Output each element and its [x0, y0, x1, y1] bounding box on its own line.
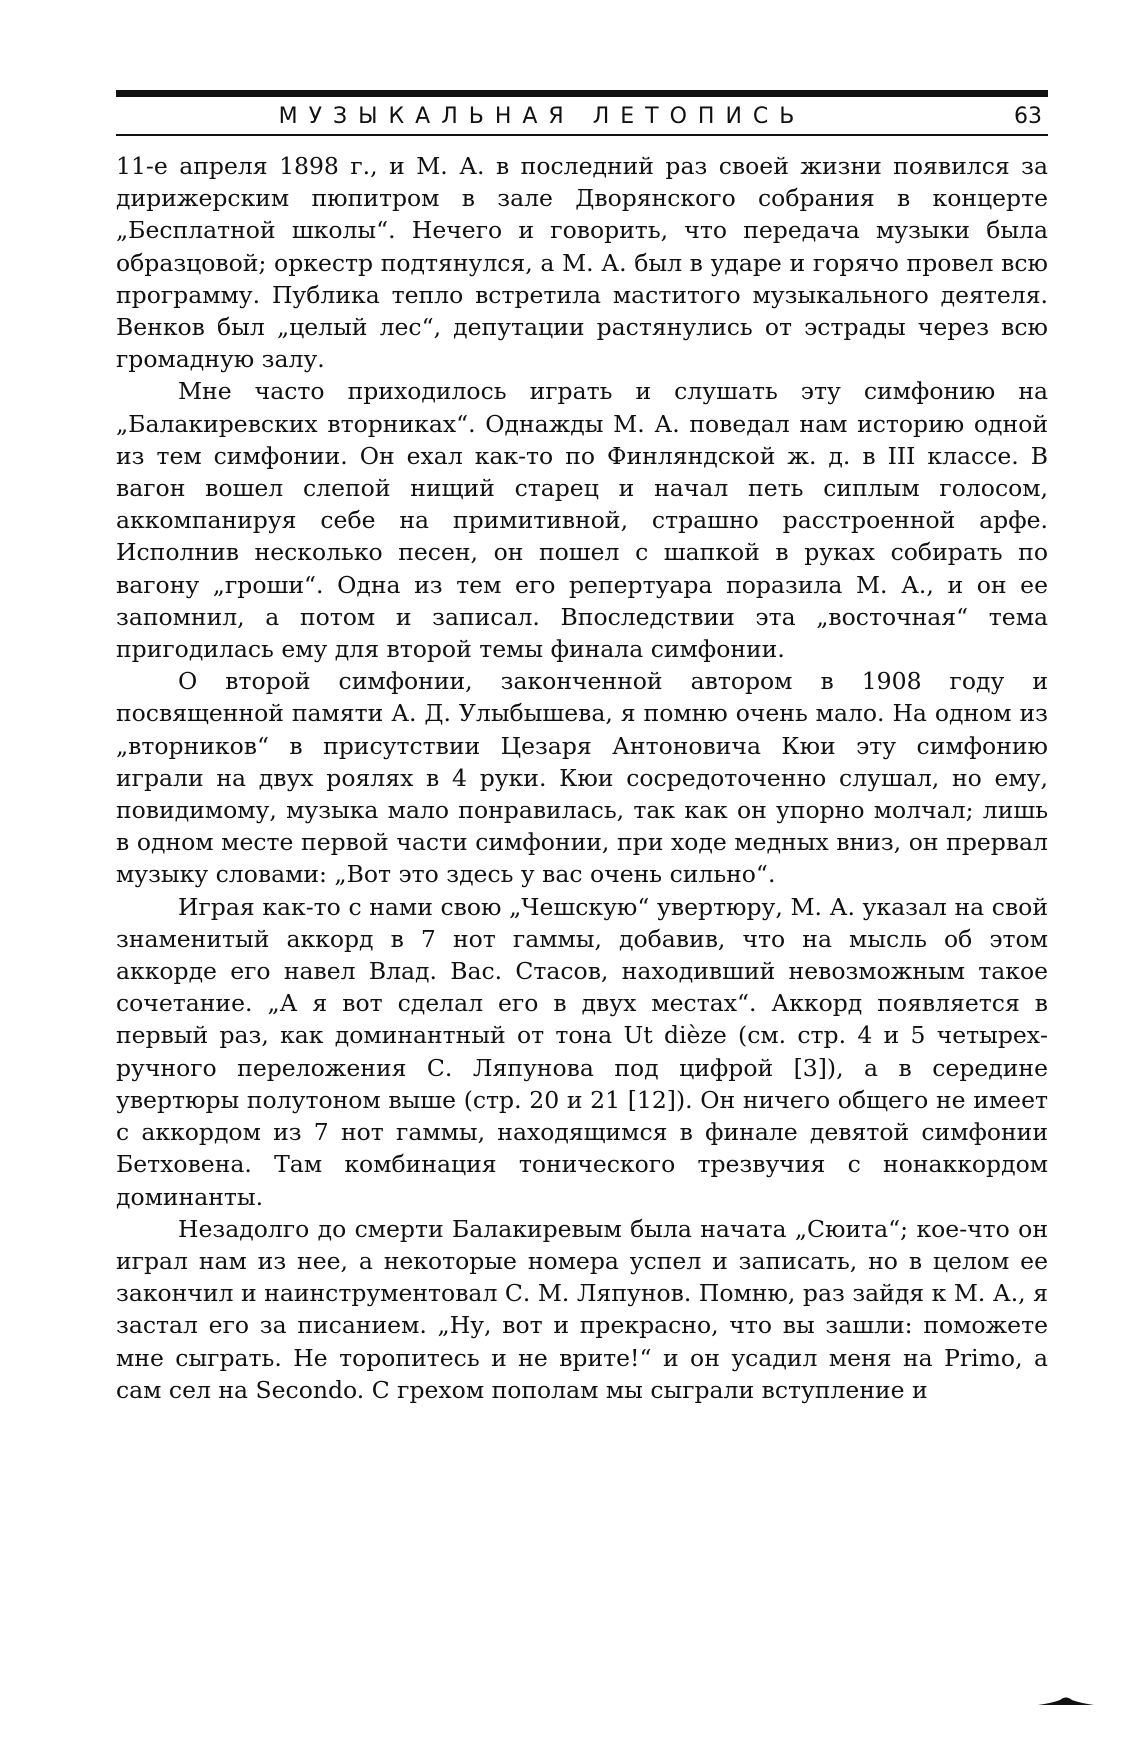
paragraph-4: Играя как-то с нами свою „Чешскую“ увертюру, М. А. указал на свой знаменитый аккорд в 7 нот гаммы, добавив, что на мысль об этом аккорде его навел Влад. Вас. Стасов, находивший невозможным такое сочетание. „А я вот сделал его в двух местах“. Аккорд появляется в первый раз, как доминантный от тона Ut dièze (см. стр. 4 и 5 четырех-ручного переложения С. Ляпунова под цифрой [3]), а в середине увертюры полутоном выше (стр. 20 и 21 [12]). Он ничего общего не имеет с аккордом из 7 нот гаммы, находящимся в финале девятой симфонии Бетховена. Там комбинация тонического трезвучия с нонаккордом доминанты. — [116, 892, 1048, 1211]
paragraph-3: О второй симфонии, законченной автором в 1908 году и посвященной памяти А. Д. Улыбышева, я помню очень мало. На одном из „вторников“ в присутствии Цезаря Антоновича Кюи эту симфонию играли на двух роялях в 4 руки. Кюи сосредоточенно слушал, но ему, повидимому, музыка мало понравилась, так как он упорно молчал; лишь в одном месте первой части симфонии, при ходе медных вниз, он прервал музыку словами: „Вот это здесь у вас очень сильно“. — [116, 667, 1048, 889]
header-rule-bottom — [116, 134, 1048, 136]
page-turn-ornament-icon — [1038, 1694, 1094, 1708]
running-title: МУЗЫКАЛЬНАЯ ЛЕТОПИСЬ — [278, 104, 806, 129]
page-number: 63 — [1014, 104, 1042, 129]
page-header — [116, 100, 1048, 134]
body-text — [116, 150, 1048, 1406]
header-rule-top — [116, 90, 1048, 97]
paragraph-5: Незадолго до смерти Балакиревым была начата „Сюита“; кое-что он играл нам из нее, а некоторые номера успел и записать, но в целом ее закончил и наинструментовал С. М. Ляпунов. Помню, раз зайдя к М. А., я застал его за писанием. „Ну, вот и прекрасно, что вы зашли: поможете мне сыграть. Не торопитесь и не врите!“ и он усадил меня на Primo, а сам сел на Secondo. С грехом пополам мы сыграли вступление и — [116, 1214, 1048, 1404]
paragraph-2: Мне часто приходилось играть и слушать эту симфонию на „Балакиревских вторниках“. Однажды М. А. поведал нам историю одной из тем симфонии. Он ехал как-то по Финляндской ж. д. в III классе. В вагон вошел слепой нищий старец и начал петь сиплым голосом, аккомпанируя себе на примитивной, страшно расстроенной арфе. Исполнив несколько песен, он пошел с шапкой в руках собирать по вагону „гроши“. Одна из тем его репертуара поразила М. А., и он ее запомнил, а потом и записал. Впоследствии эта „восточная“ тема пригодилась ему для второй темы финала симфонии. — [116, 377, 1048, 664]
paragraph-1: 11-е апреля 1898 г., и М. А. в последний раз своей жизни появился за дирижерским пюпитром в зале Дворянского собрания в концерте „Бесплатной школы“. Нечего и говорить, что передача музыки была образцовой; оркестр подтянулся, а М. А. был в ударе и горячо провел всю программу. Публика тепло встретила маститого музыкального деятеля. Венков был „целый лес“, депутации растянулись от эстрады через всю громадную залу. — [116, 152, 1048, 374]
